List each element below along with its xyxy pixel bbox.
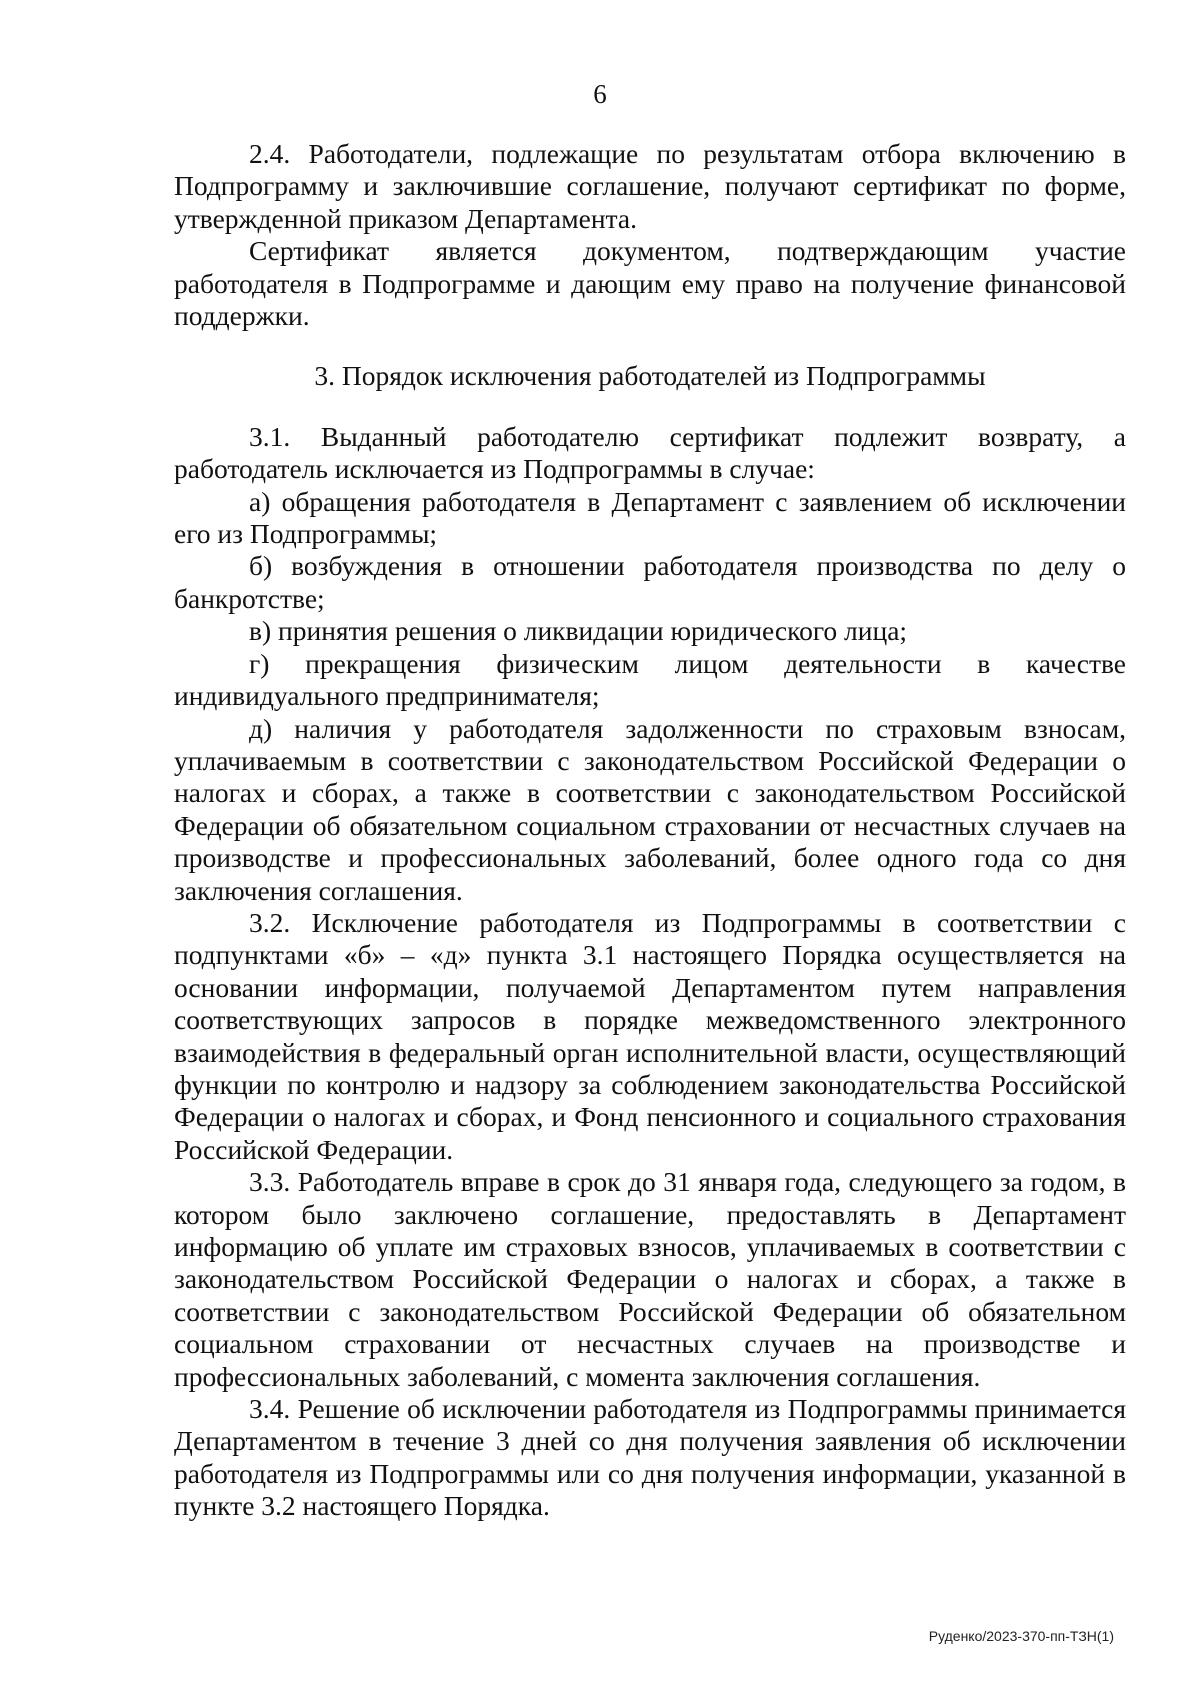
- document-body: [174, 138, 1126, 1523]
- paragraph-3-3: 3.3. Работодатель вправе в срок до 31 января года, следующего за годом, в котором было заключено соглашение, предоставлять в Департамент информацию об уплате им страховых взносов, уплачиваемых в соответствии с законодательством Российской Федерации о налогах и сборах, а также в соответствии с законодательством Российской Федерации об обязательном социальном страховании от несчастных случаев на производстве и профессиональных заболеваний, с момента заключения соглашения.: [174, 1166, 1126, 1392]
- paragraph-certificate: Сертификат является документом, подтверждающим участие работодателя в Подпрограмме и дающим ему право на получение финансовой поддержки.: [174, 235, 1126, 332]
- paragraph-3-1-g: г) прекращения физическим лицом деятельности в качестве индивидуального предпринимателя;: [174, 647, 1126, 712]
- paragraph-3-1-v: в) принятия решения о ликвидации юридического лица;: [249, 615, 908, 647]
- paragraph-2-4: 2.4. Работодатели, подлежащие по результатам отбора включению в Подпрограмму и заключившие соглашение, получают сертификат по форме, утвержденной приказом Департамента.: [174, 138, 1126, 234]
- paragraph-3-4: 3.4. Решение об исключении работодателя из Подпрограммы принимается Департаментом в течение 3 дней со дня получения заявления об исключении работодателя из Подпрограммы или со дня получения информации, указанной в пункте 3.2 настоящего Порядка.: [174, 1393, 1126, 1522]
- section-3-heading: 3. Порядок исключения работодателей из Подпрограммы: [314, 360, 986, 392]
- paragraph-3-1-a: а) обращения работодателя в Департамент с заявлением об исключении его из Подпрограммы;: [174, 485, 1126, 550]
- paragraph-3-1: 3.1. Выданный работодателю сертификат подлежит возврату, а работодатель исключается из Подпрограммы в случае:: [174, 420, 1126, 485]
- page-number: 6: [593, 79, 607, 109]
- paragraph-3-1-d: д) наличия у работодателя задолженности по страховым взносам, уплачиваемым в соответствии с законодательством Российской Федерации о налогах и сборах, а также в соответствии с законодательством Российской Федерации об обязательном социальном страховании от несчастных случаев на производстве и профессиональных заболеваний, более одного года со дня заключения соглашения.: [174, 712, 1126, 906]
- paragraph-3-2: 3.2. Исключение работодателя из Подпрограммы в соответствии с подпунктами «б» – «д» пункта 3.1 настоящего Порядка осуществляется на основании информации, получаемой Департаментом путем направления соответствующих запросов в порядке межведомственного электронного взаимодействия в федеральный орган исполнительной власти, осуществляющий функции по контролю и надзору за соблюдением законодательства Российской Федерации о налогах и сборах, и Фонд пенсионного и социального страхования Российской Федерации.: [174, 906, 1126, 1165]
- document-code: Руденко/2023-370-пп-ТЗН(1): [928, 1628, 1114, 1644]
- paragraph-3-1-b: б) возбуждения в отношении работодателя производства по делу о банкротстве;: [174, 550, 1126, 614]
